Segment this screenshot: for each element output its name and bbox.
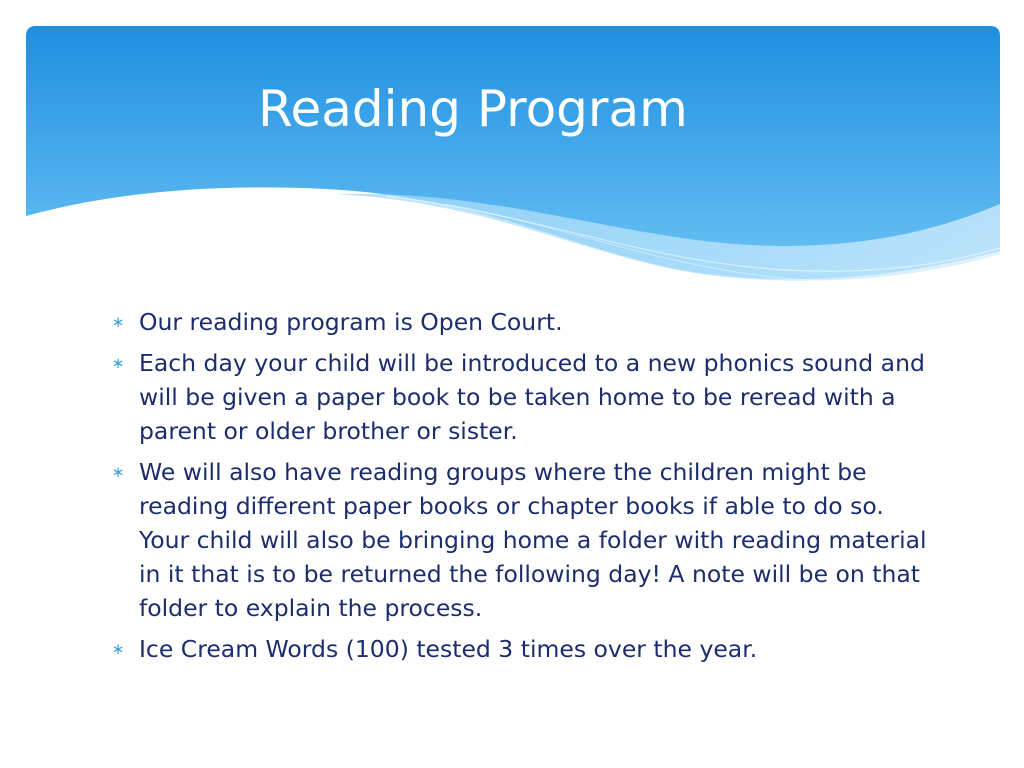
header-banner <box>26 26 1000 296</box>
bullet-text: Our reading program is Open Court. <box>139 308 563 336</box>
wave-banner-graphic <box>26 26 1000 296</box>
bullet-text: Each day your child will be introduced to a new phonics sound and will be given a paper book to be taken home to be reread with a parent or older brother or sister. <box>139 349 925 445</box>
list-item <box>110 632 930 666</box>
bullet-text: Ice Cream Words (100) tested 3 times over the year. <box>139 635 758 663</box>
asterisk-bullet-icon: ∗ <box>111 463 125 481</box>
asterisk-bullet-icon: ∗ <box>111 354 125 372</box>
slide-title: Reading Program <box>258 80 688 138</box>
list-item <box>110 346 930 448</box>
bullet-text: We will also have reading groups where the children might be reading different paper books or chapter books if able to do so. Your child will also be bringing home a folder with reading material in it that is to be returned the following day! A note will be on that folder to explain the process. <box>139 458 927 622</box>
list-item <box>110 455 930 625</box>
asterisk-bullet-icon: ∗ <box>111 313 125 331</box>
bullet-list <box>110 305 930 673</box>
list-item <box>110 305 930 339</box>
asterisk-bullet-icon: ∗ <box>111 640 125 658</box>
